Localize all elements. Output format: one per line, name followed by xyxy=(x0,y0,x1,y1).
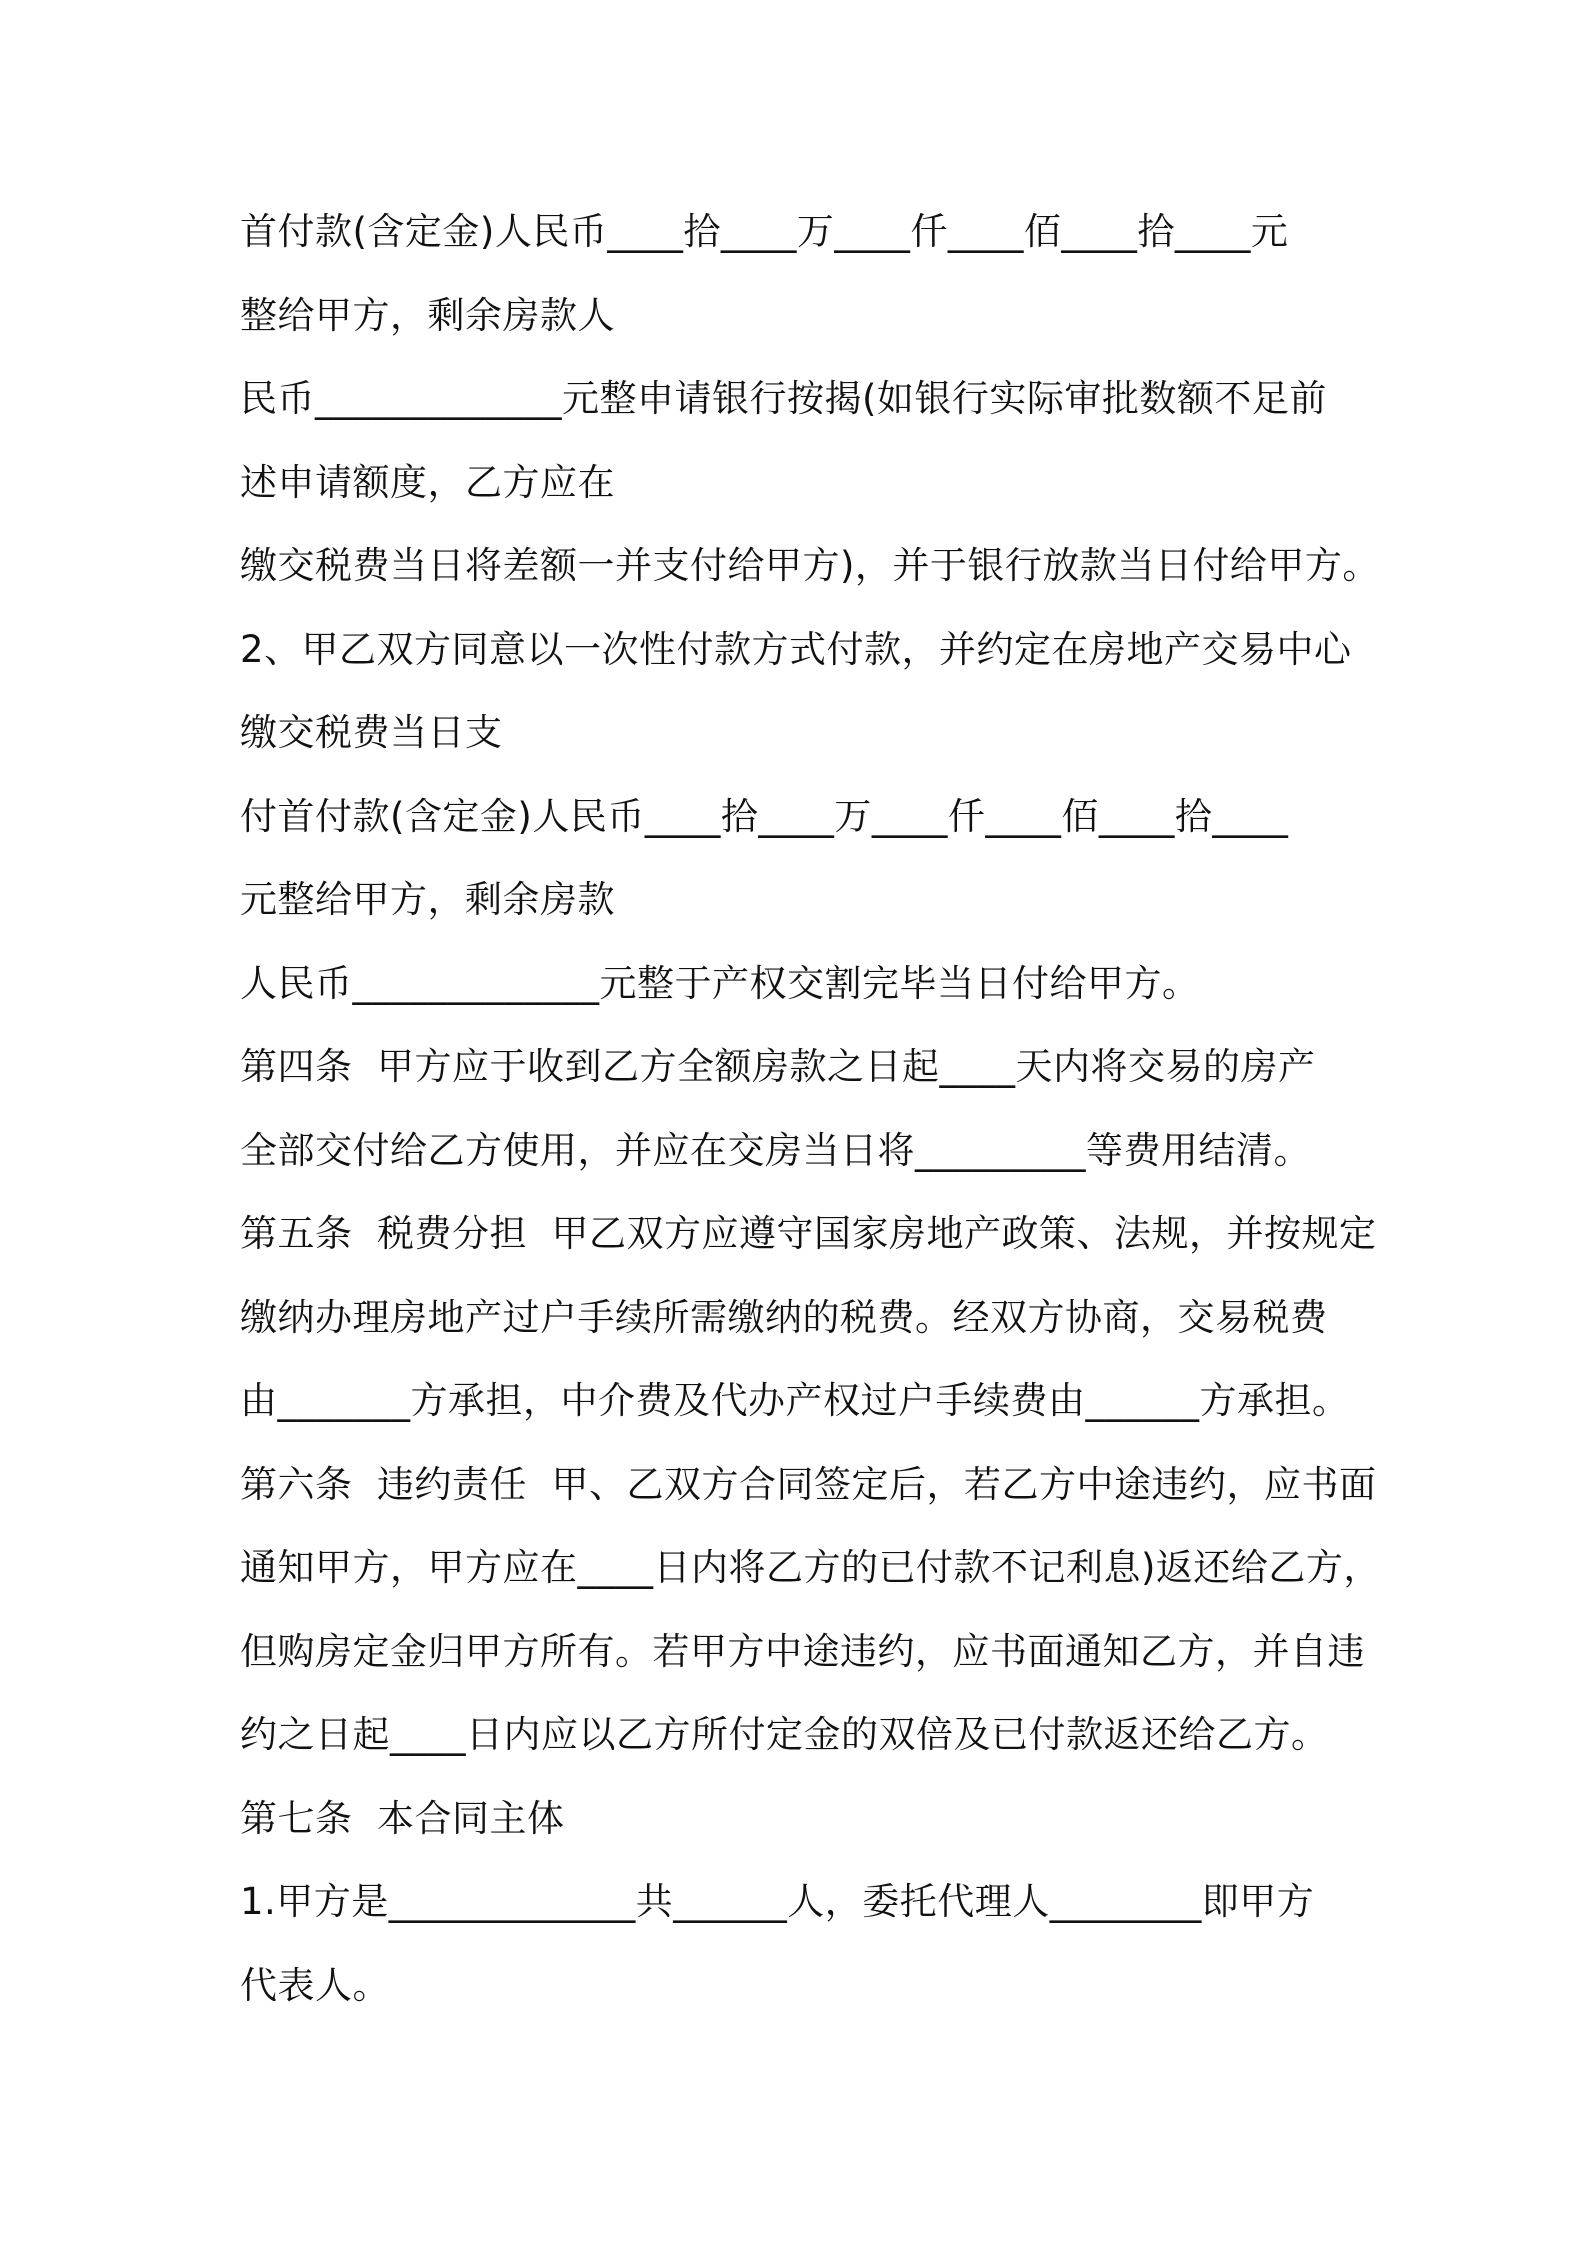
text-line: 但购房定金归甲方所有。若甲方中途违约，应书面通知乙方，并自违 xyxy=(240,1629,1365,1673)
text-line: 首付款(含定金)人民币____拾____万____仟____佰____拾____元 xyxy=(240,210,1289,253)
text-line: 约之日起____日内应以乙方所付定金的双倍及已付款返还给乙方。 xyxy=(240,1713,1329,1756)
article-four-line: 第四条 甲方应于收到乙方全额房款之日起____天内将交易的房产 xyxy=(240,1045,1316,1088)
text-line: 付首付款(含定金)人民币____拾____万____仟____佰____拾____ xyxy=(240,794,1289,838)
text-line: 由_______方承担，中介费及代办产权过户手续费由______方承担。 xyxy=(240,1379,1350,1422)
text-line: 整给甲方，剩余房款人 xyxy=(240,293,615,337)
text-line: 缴纳办理房地产过户手续所需缴纳的税费。经双方协商，交易税费 xyxy=(240,1295,1328,1339)
text-line: 缴交税费当日支 xyxy=(240,711,503,754)
text-line: 通知甲方，甲方应在____日内将乙方的已付款不记利息)返还给乙方， xyxy=(240,1546,1381,1589)
article-seven-heading: 第七条 本合同主体 xyxy=(240,1796,565,1840)
text-line: 代表人。 xyxy=(240,1963,390,2007)
text-line: 2、甲乙双方同意以一次性付款方式付款，并约定在房地产交易中心 xyxy=(240,627,1352,671)
text-line: 1.甲方是_____________共______人，委托代理人________即甲方 xyxy=(240,1880,1315,1923)
text-line: 述申请额度，乙方应在 xyxy=(240,460,615,504)
article-six-line: 第六条 违约责任 甲、乙双方合同签定后，若乙方中途违约，应书面 xyxy=(240,1462,1377,1506)
text-line: 全部交付给乙方使用，并应在交房当日将_________等费用结清。 xyxy=(240,1128,1311,1172)
text-line: 缴交税费当日将差额一并支付给甲方)，并于银行放款当日付给甲方。 xyxy=(240,544,1380,587)
text-line: 民币_____________元整申请银行按揭(如银行实际审批数额不足前 xyxy=(240,377,1327,420)
article-five-line: 第五条 税费分担 甲乙双方应遵守国家房地产政策、法规，并按规定 xyxy=(240,1212,1377,1255)
document-body xyxy=(240,200,1390,2037)
text-line: 元整给甲方，剩余房款 xyxy=(240,878,615,921)
text-line: 人民币_____________元整于产权交割完毕当日付给甲方。 xyxy=(240,961,1200,1005)
